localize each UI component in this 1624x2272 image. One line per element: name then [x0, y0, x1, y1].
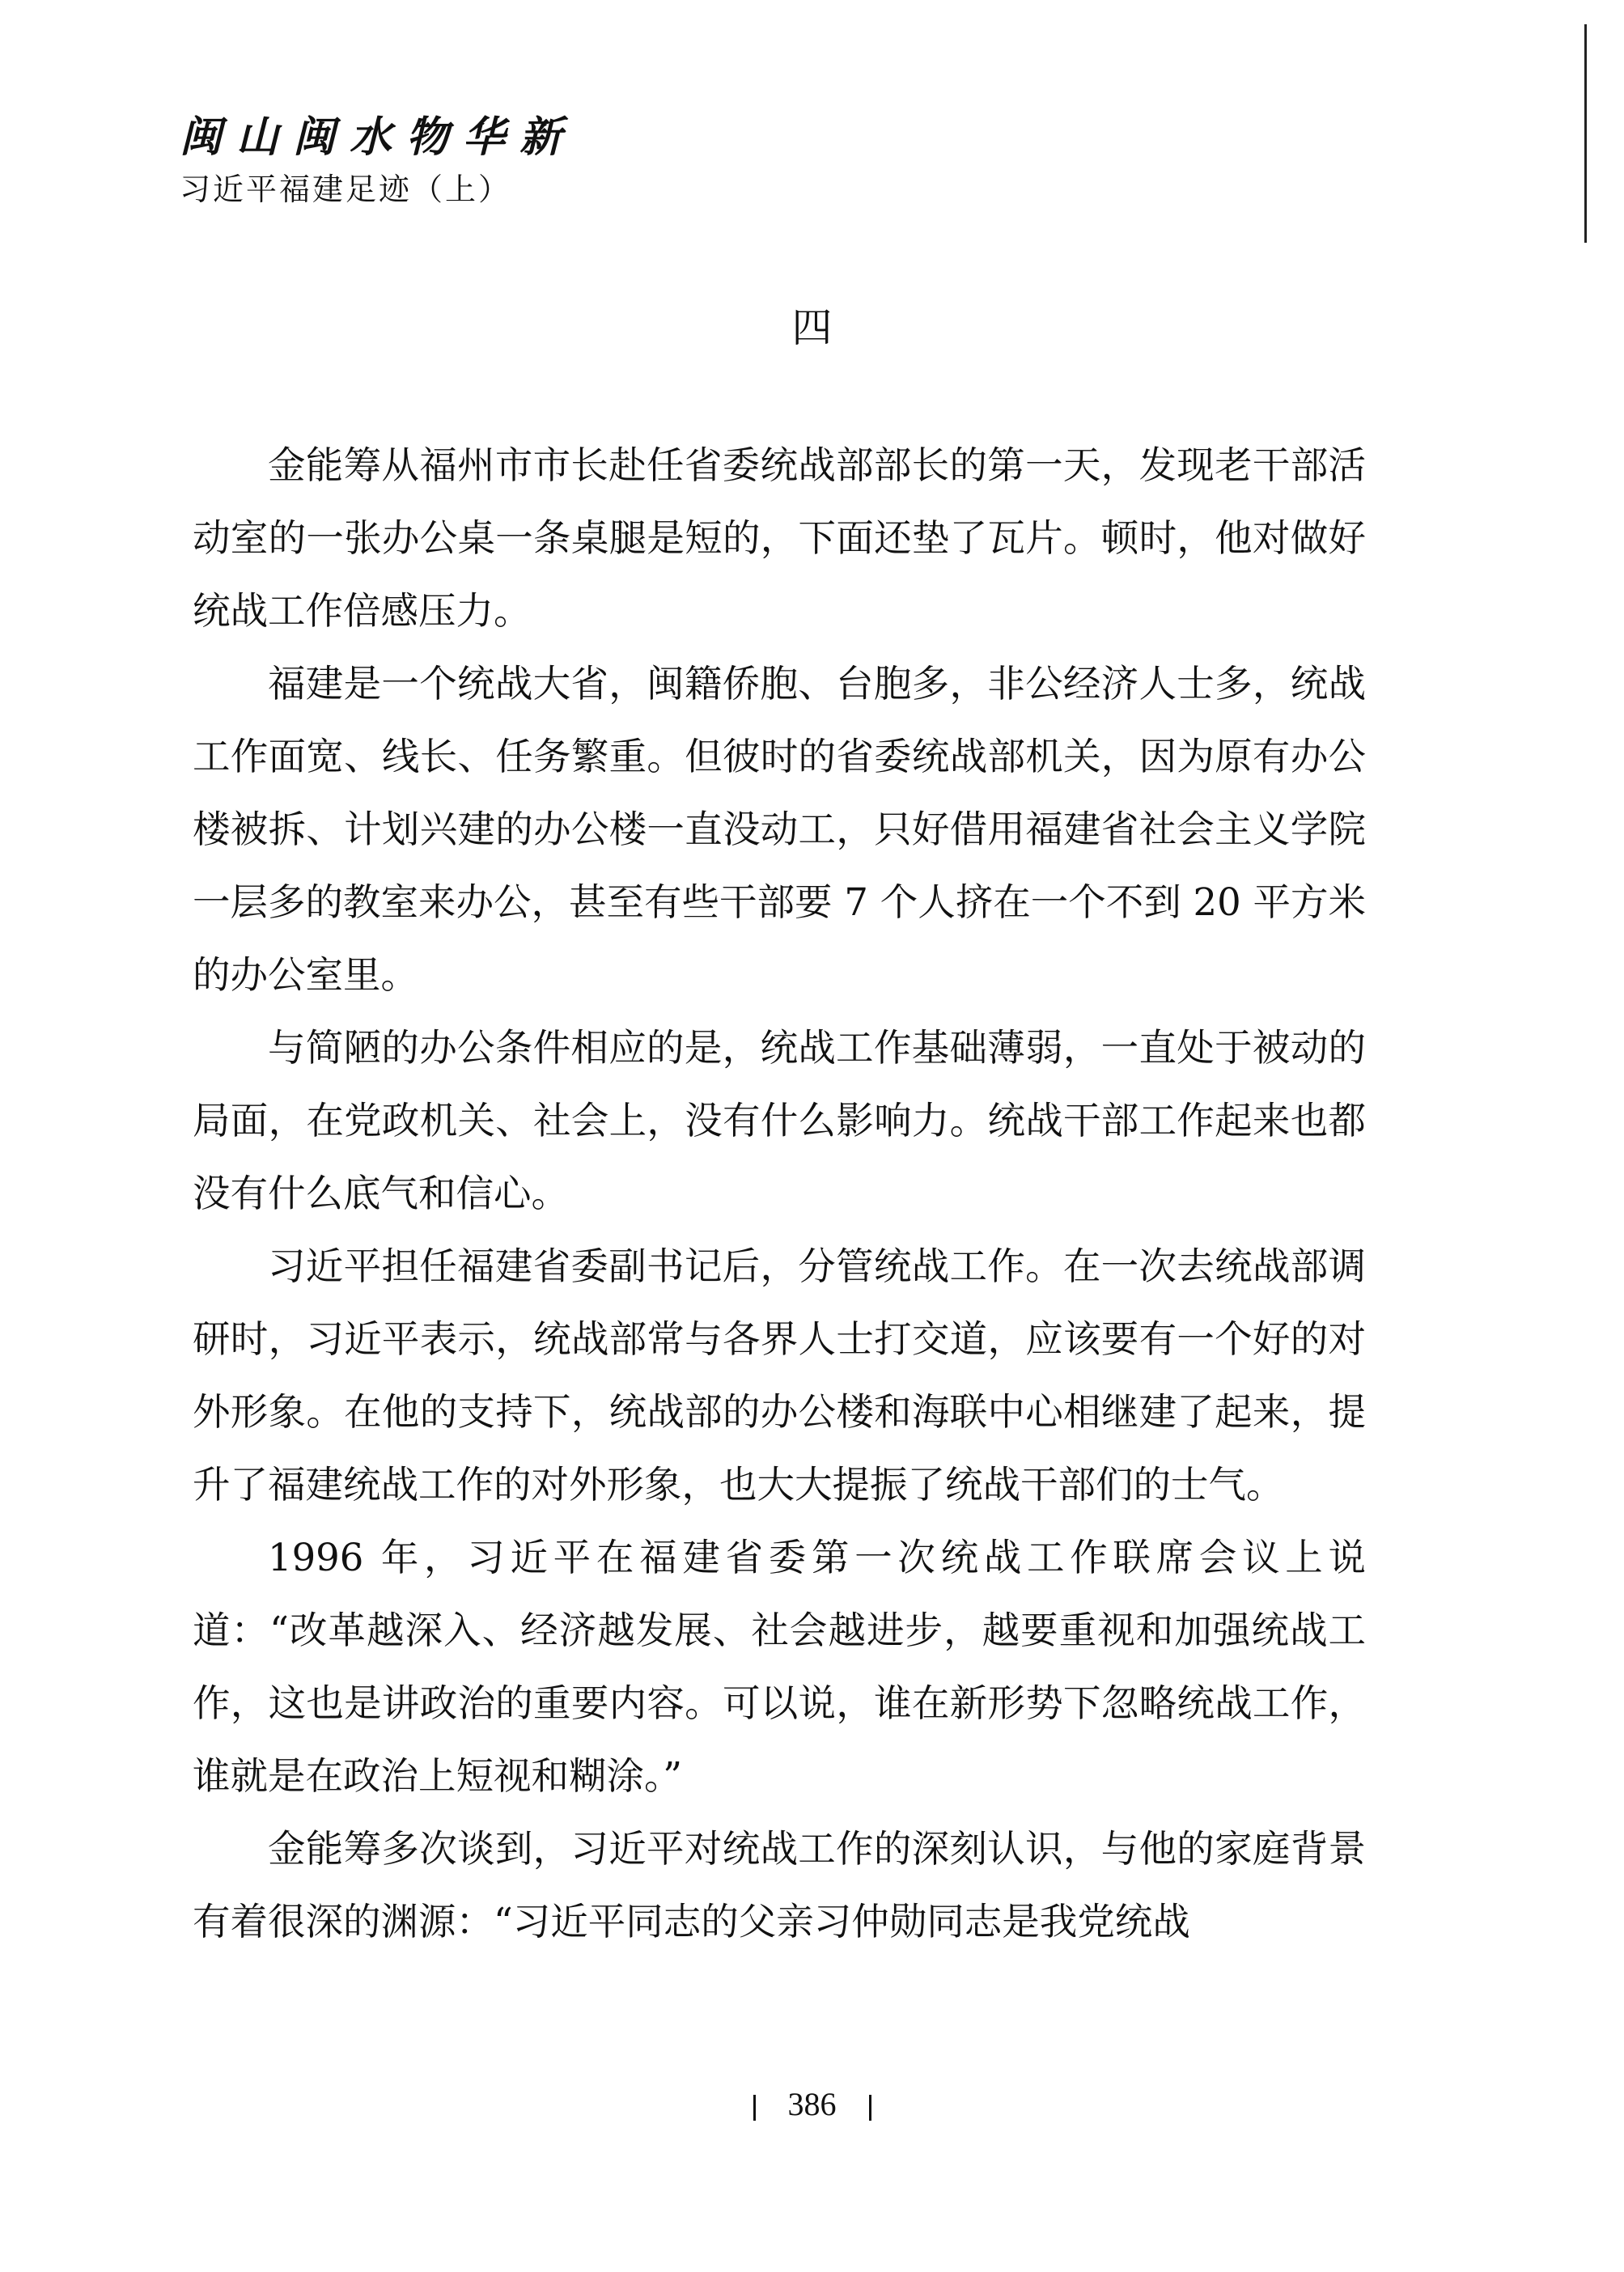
body-text	[193, 429, 1366, 1958]
folio-bar-right	[869, 2095, 871, 2121]
running-head	[180, 112, 576, 210]
folio-bar-left	[753, 2095, 756, 2121]
page-folio	[0, 2084, 1624, 2125]
paragraph-2: 福建是一个统战大省，闽籍侨胞、台胞多，非公经济人士多，统战工作面宽、线长、任务繁重。但彼时的省委统战部机关，因为原有办公楼被拆、计划兴建的办公楼一直没动工，只好借用福建省社会主义学院一层多的教室来办公，甚至有些干部要 7 个人挤在一个不到 20 平方米的办公室里。	[193, 662, 1366, 997]
paragraph-3: 与简陋的办公条件相应的是，统战工作基础薄弱，一直处于被动的局面，在党政机关、社会上，没有什么影响力。统战干部工作起来也都没有什么底气和信心。	[193, 1026, 1366, 1215]
paragraph-4: 习近平担任福建省委副书记后，分管统战工作。在一次去统战部调研时，习近平表示，统战部常与各界人士打交道，应该要有一个好的对外形象。在他的支持下，统战部的办公楼和海联中心相继建了起来，提升了福建统战工作的对外形象，也大大提振了统战干部们的士气。	[193, 1244, 1366, 1507]
book-title: 闽山闽水物华新	[180, 112, 577, 162]
book-subtitle: 习近平福建足迹（上）	[180, 172, 512, 207]
paragraph-1: 金能筹从福州市市长赴任省委统战部部长的第一天，发现老干部活动室的一张办公桌一条桌腿是短的，下面还垫了瓦片。顿时，他对做好统战工作倍感压力。	[193, 443, 1366, 633]
paragraph-6: 金能筹多次谈到，习近平对统战工作的深刻认识，与他的家庭背景有着很深的渊源：“习近平同志的父亲习仲勋同志是我党统战	[193, 1827, 1366, 1943]
page-number: 386	[787, 2086, 837, 2122]
page-edge-line	[1584, 24, 1587, 243]
paragraph-5: 1996 年，习近平在福建省委第一次统战工作联席会议上说道：“改革越深入、经济越发展、社会越进步，越要重视和加强统战工作，这也是讲政治的重要内容。可以说，谁在新形势下忽略统战工作，谁就是在政治上短视和糊涂。”	[193, 1536, 1366, 1798]
section-heading: 四	[791, 304, 833, 351]
